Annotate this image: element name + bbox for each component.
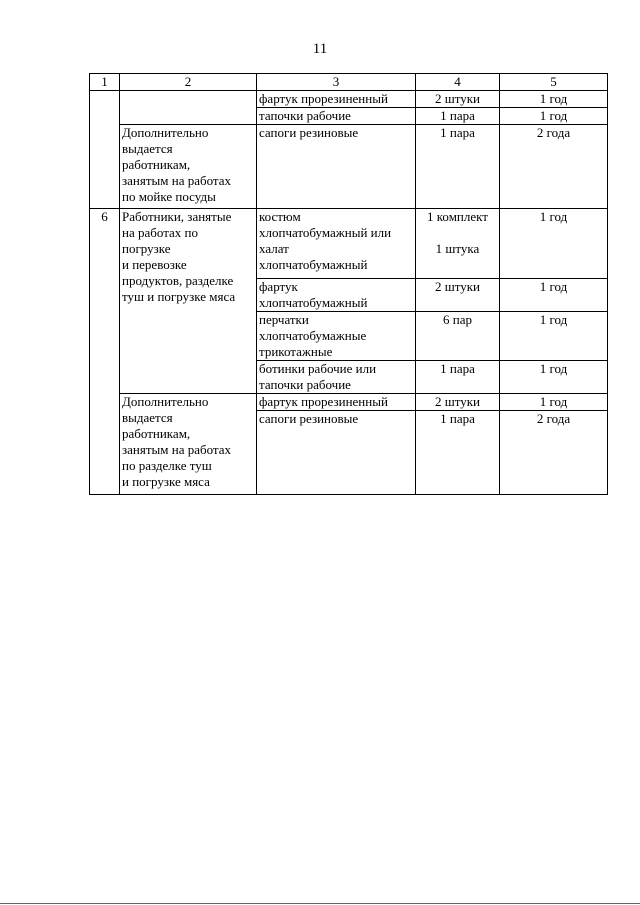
wear-period-cell: 1 год [500,361,608,394]
row-number-cell [90,91,120,209]
item-name-cell: сапоги резиновые [257,125,416,209]
row-number-cell: 6 [90,209,120,495]
table-row [90,394,608,411]
quantity-cell: 2 штуки [416,91,500,108]
header-col-4: 4 [416,74,500,91]
quantity-cell: 1 пара [416,411,500,495]
wear-period-cell: 1 год [500,209,608,279]
item-name-cell: фартук хлопчатобумажный [257,279,416,312]
table-header-row [90,74,608,91]
item-name-cell: фартук прорезиненный [257,91,416,108]
page-number: 11 [312,41,328,57]
item-name-cell: ботинки рабочие или тапочки рабочие [257,361,416,394]
worker-category-cell [120,91,257,125]
quantity-cell: 1 пара [416,125,500,209]
item-name-cell: сапоги резиновые [257,411,416,495]
quantity-cell: 1 комплект 1 штука [416,209,500,279]
wear-period-cell: 1 год [500,279,608,312]
protective-clothing-table [89,73,608,495]
table-row [90,125,608,209]
item-name-cell: перчатки хлопчатобумажные трикотажные [257,312,416,361]
wear-period-cell: 1 год [500,394,608,411]
worker-category-cell: Дополнительно выдается работникам, занятым на работах по мойке посуды [120,125,257,209]
wear-period-cell: 2 года [500,125,608,209]
worker-category-cell: Работники, занятые на работах по погрузке и перевозке продуктов, разделке туш и погрузке мяса [120,209,257,394]
item-name-cell: костюм хлопчатобумажный или халат хлопчатобумажный [257,209,416,279]
item-name-cell: фартук прорезиненный [257,394,416,411]
item-name-cell: тапочки рабочие [257,108,416,125]
worker-category-cell: Дополнительно выдается работникам, занятым на работах по разделке туш и погрузке мяса [120,394,257,495]
quantity-cell: 6 пар [416,312,500,361]
quantity-cell: 1 пара [416,108,500,125]
wear-period-cell: 1 год [500,312,608,361]
quantity-cell: 1 пара [416,361,500,394]
table-row [90,209,608,279]
wear-period-cell: 1 год [500,91,608,108]
header-col-3: 3 [257,74,416,91]
page-bottom-edge [0,903,640,904]
wear-period-cell: 2 года [500,411,608,495]
wear-period-cell: 1 год [500,108,608,125]
quantity-cell: 2 штуки [416,394,500,411]
header-col-2: 2 [120,74,257,91]
table-row [90,91,608,108]
header-col-1: 1 [90,74,120,91]
quantity-cell: 2 штуки [416,279,500,312]
header-col-5: 5 [500,74,608,91]
